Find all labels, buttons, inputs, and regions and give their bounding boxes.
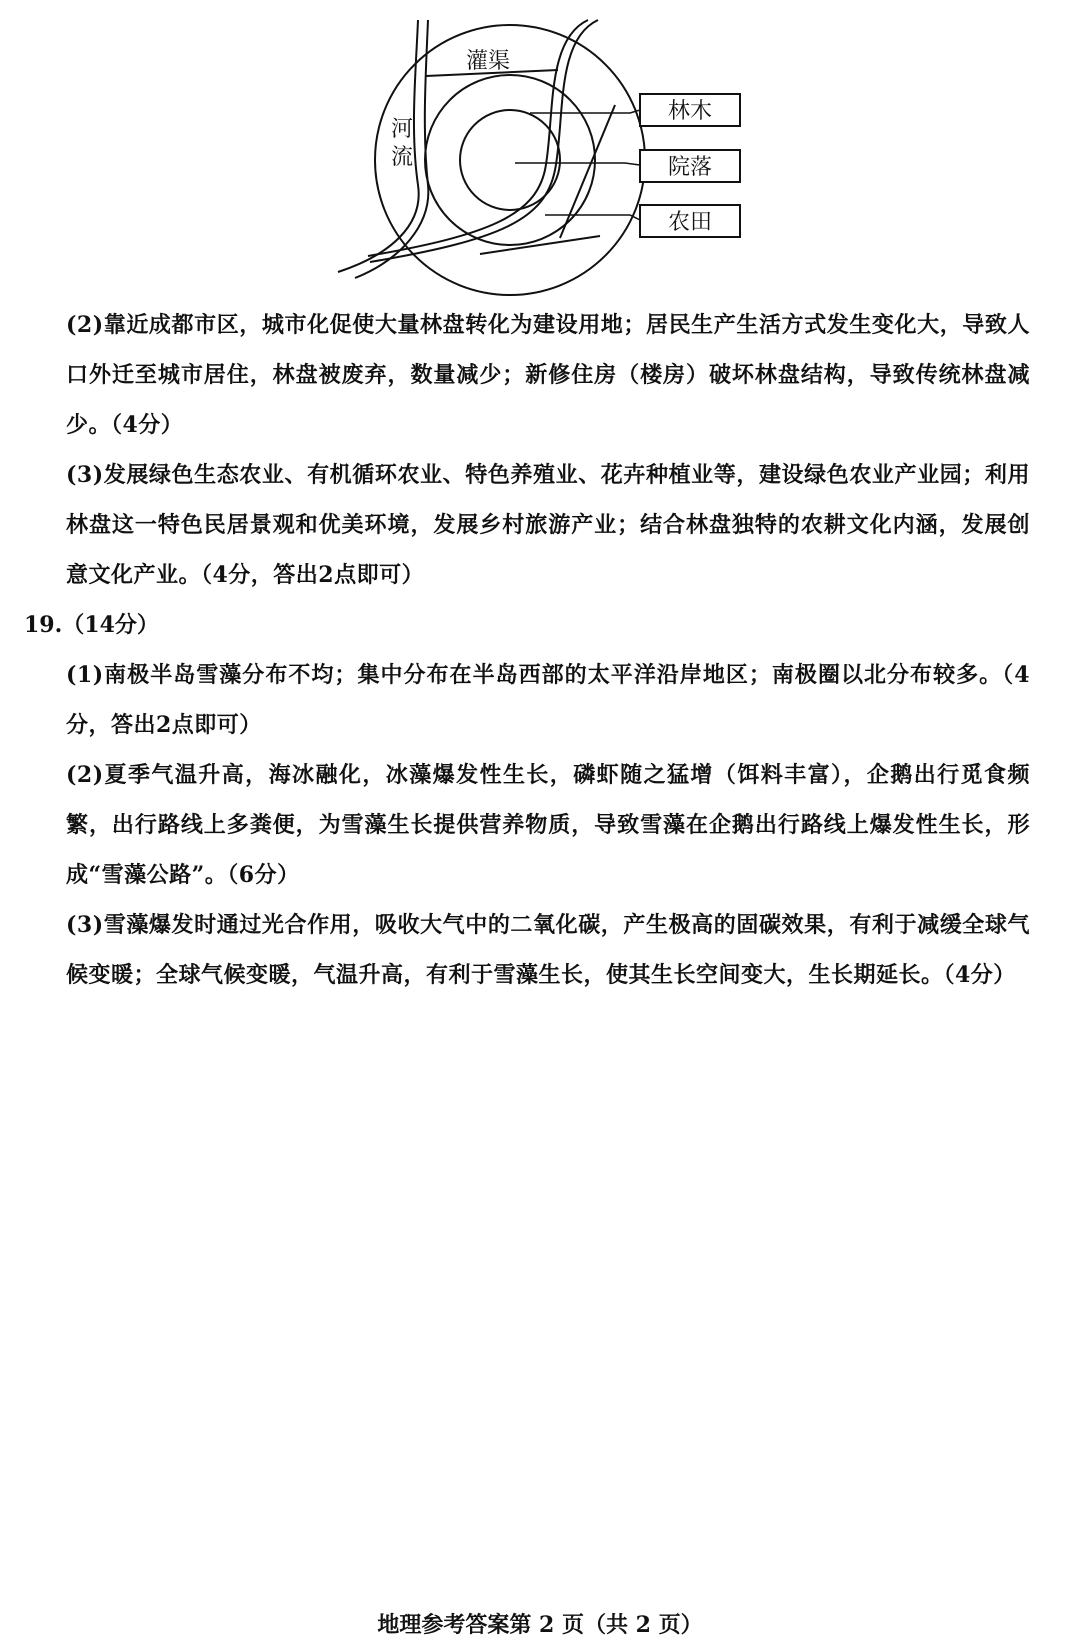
label-canal: 灌渠: [465, 49, 511, 74]
label-trees: 林木: [667, 99, 713, 124]
answer-content: [0, 300, 1080, 1000]
leader-courtyard: [515, 163, 640, 165]
label-farmland: 农田: [667, 210, 713, 235]
answer-19-1: (1)南极半岛雪藻分布不均；集中分布在半岛西部的太平洋沿岸地区；南极圈以北分布较多。（4分，答出2点即可）: [66, 662, 1030, 738]
label-courtyard: 院落: [667, 155, 713, 180]
linpan-diagram: [330, 10, 770, 300]
middle-circle: [425, 75, 595, 245]
answer-19-2: (2)夏季气温升高，海冰融化，冰藻爆发性生长，磷虾随之猛增（饵料丰富），企鹅出行觅食频繁，出行路线上多粪便，为雪藻生长提供营养物质，导致雪藻在企鹅出行路线上爆发性生长，形成“雪藻公路”。（6分）: [66, 762, 1030, 888]
answer-18-2: (2)靠近成都市区，城市化促使大量林盘转化为建设用地；居民生产生活方式发生变化大，导致人口外迁至城市居住，林盘被废弃，数量减少；新修住房（楼房）破坏林盘结构，导致传统林盘减少。（4分）: [66, 312, 1030, 438]
page-footer: 地理参考答案第 2 页（共 2 页）: [377, 1612, 703, 1638]
leader-trees: [530, 110, 640, 113]
linpan-diagram-svg: [330, 10, 770, 300]
answer-18-3: (3)发展绿色生态农业、有机循环农业、特色养殖业、花卉种植业等，建设绿色农业产业园；利用林盘这一特色民居景观和优美环境，发展乡村旅游产业；结合林盘独特的农耕文化内涵，发展创意文化产业。（4分，答出2点即可）: [66, 462, 1030, 588]
label-river-1: 河: [390, 117, 414, 142]
leader-farmland: [545, 215, 640, 220]
label-river-2: 流: [390, 145, 414, 170]
question-19-header: 19.（14分）: [24, 612, 159, 638]
answer-19-3: (3)雪藻爆发时通过光合作用，吸收大气中的二氧化碳，产生极高的固碳效果，有利于减缓全球气候变暖；全球气候变暖，气温升高，有利于雪藻生长，使其生长空间变大，生长期延长。（4分）: [66, 912, 1030, 988]
